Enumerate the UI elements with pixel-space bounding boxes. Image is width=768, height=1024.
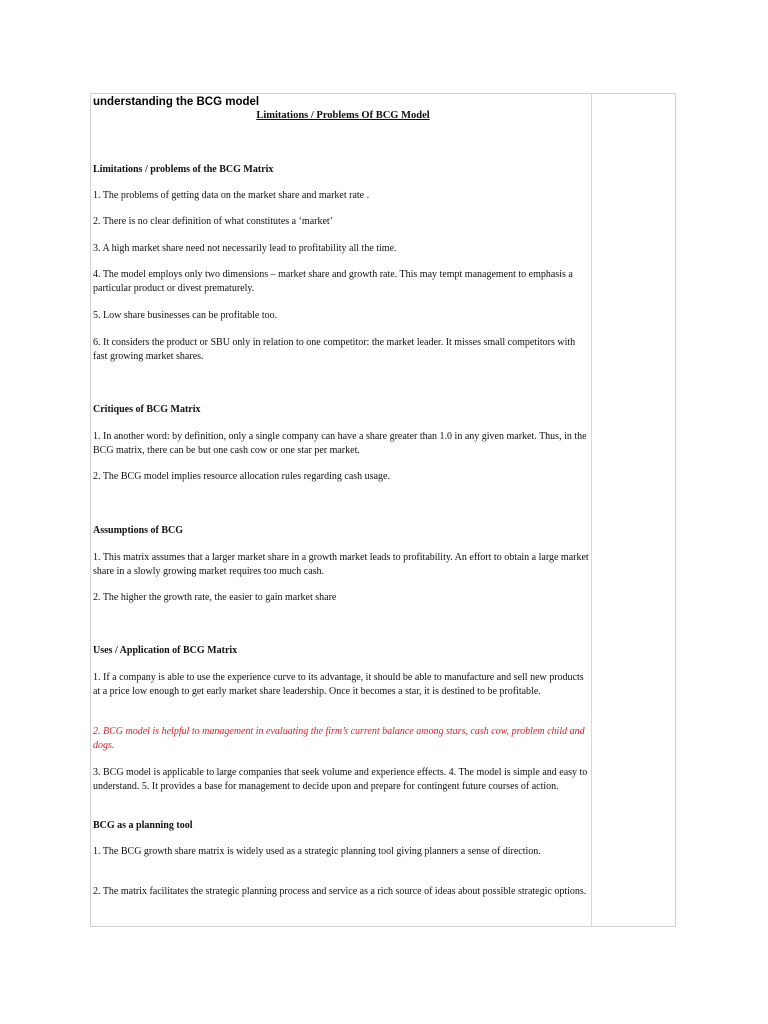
side-column: [592, 94, 676, 926]
document-title: understanding the BCG model: [93, 96, 260, 108]
limitations-item-6: 6. It considers the product or SBU only in relation to one competitor: the market leader. It misses small competitors with fast growing market shares.: [93, 337, 576, 362]
limitations-item-4: 4. The model employs only two dimensions – market share and growth rate. This may tempt management to emphasis a particular product or divest prematurely.: [93, 269, 573, 294]
uses-item-1: 1. If a company is able to use the experience curve to its advantage, it should be able to manufacture and sell new products at a price low enough to get early market share leadership. Once it becomes a star, it is destined to be profitable.: [93, 672, 584, 697]
critiques-item-2: 2. The BCG model implies resource allocation rules regarding cash usage.: [93, 471, 390, 482]
uses-item-2-highlighted: 2. BCG model is helpful to management in evaluating the firm’s current balance among stars, cash cow, problem child and dogs.: [93, 726, 585, 751]
main-heading: Limitations / Problems Of BCG Model: [256, 110, 430, 121]
critiques-heading: Critiques of BCG Matrix: [93, 404, 201, 415]
limitations-item-1: 1. The problems of getting data on the market share and market rate .: [93, 190, 370, 201]
assumptions-heading: Assumptions of BCG: [93, 525, 184, 536]
planning-heading: BCG as a planning tool: [93, 820, 193, 831]
limitations-item-3: 3. A high market share need not necessarily lead to profitability all the time.: [93, 243, 397, 254]
uses-item-3: 3. BCG model is applicable to large companies that seek volume and experience effects. 4. The model is simple and easy to understand. 5. It provides a base for management to decide upon and prepare for contingent future courses of action.: [93, 767, 588, 792]
uses-heading: Uses / Application of BCG Matrix: [93, 645, 238, 656]
critiques-item-1: 1. In another word: by definition, only a single company can have a share greater than 1.0 in any given market. Thus, in the BCG matrix, there can be but one cash cow or one star per market.: [93, 431, 587, 456]
assumptions-item-2: 2. The higher the growth rate, the easier to gain market share: [93, 592, 337, 603]
limitations-item-5: 5. Low share businesses can be profitable too.: [93, 310, 278, 321]
assumptions-item-1: 1. This matrix assumes that a larger market share in a growth market leads to profitability. An effort to obtain a large market share in a slowly growing market requires too much cash.: [93, 552, 589, 577]
planning-item-1: 1. The BCG growth share matrix is widely used as a strategic planning tool giving planners a sense of direction.: [93, 846, 541, 857]
planning-item-2: 2. The matrix facilitates the strategic planning process and service as a rich source of ideas about possible strategic options.: [93, 886, 587, 897]
limitations-heading: Limitations / problems of the BCG Matrix: [93, 164, 274, 175]
limitations-item-2: 2. There is no clear definition of what constitutes a ‘market’: [93, 216, 334, 227]
